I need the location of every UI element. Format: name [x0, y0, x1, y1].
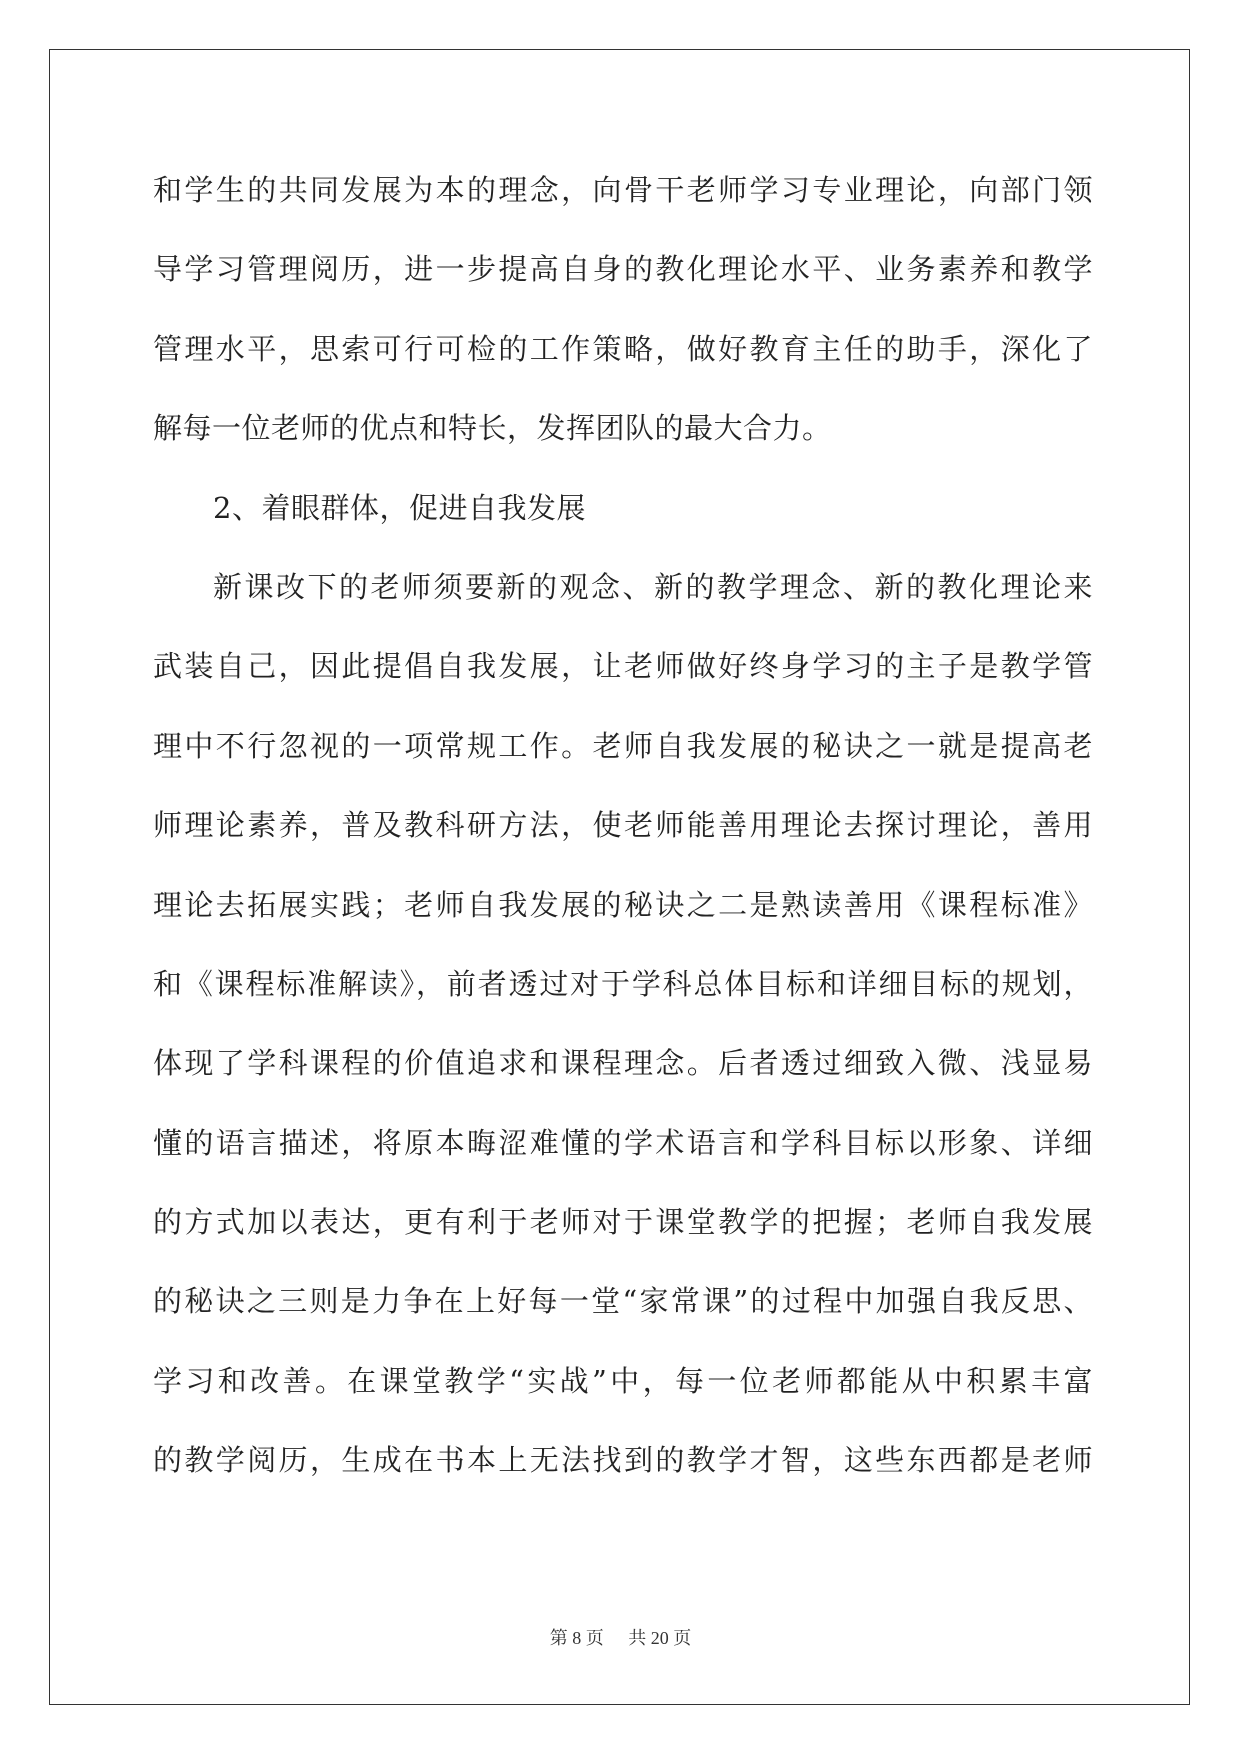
text-line: 的秘诀之三则是力争在上好每一堂“家常课”的过程中加强自我反思、 — [153, 1284, 1093, 1319]
text-line: 武装自己，因此提倡自我发展，让老师做好终身学习的主子是教学管 — [153, 649, 1093, 684]
text-line: 的教学阅历，生成在书本上无法找到的教学才智，这些东西都是老师 — [153, 1443, 1093, 1478]
text-line: 理论去拓展实践；老师自我发展的秘诀之二是熟读善用《课程标准》 — [153, 887, 1093, 922]
text-line: 理中不行忽视的一项常规工作。老师自我发展的秘诀之一就是提高老 — [153, 728, 1093, 763]
text-line: 体现了学科课程的价值追求和课程理念。后者透过细致入微、浅显易 — [153, 1046, 1093, 1081]
text-line: 解每一位老师的优点和特长，发挥团队的最大合力。 — [153, 411, 832, 446]
text-line: 的方式加以表达，更有利于老师对于课堂教学的把握；老师自我发展 — [153, 1205, 1093, 1240]
page-footer — [0, 1624, 1241, 1650]
text-line: 和学生的共同发展为本的理念，向骨干老师学习专业理论，向部门领 — [153, 173, 1093, 207]
page-number: 第 8 页 — [549, 1628, 604, 1648]
text-line: 管理水平，思索可行可检的工作策略，做好教育主任的助手，深化了 — [153, 331, 1093, 366]
page-total: 共 20 页 — [628, 1628, 692, 1648]
text-line: 懂的语言描述，将原本晦涩难懂的学术语言和学科目标以形象、详细 — [153, 1125, 1093, 1160]
text-line: 导学习管理阅历，进一步提高自身的教化理论水平、业务素养和教学 — [153, 252, 1093, 287]
text-line: 新课改下的老师须要新的观念、新的教学理念、新的教化理论来 — [213, 569, 1093, 604]
text-line: 和《课程标准解读》，前者透过对于学科总体目标和详细目标的规划， — [153, 966, 1093, 1001]
document-body — [153, 160, 1093, 1510]
section-heading: 2、着眼群体，促进自我发展 — [213, 490, 586, 525]
text-line: 学习和改善。在课堂教学“实战”中，每一位老师都能从中积累丰富 — [153, 1363, 1093, 1398]
text-line: 师理论素养，普及教科研方法，使老师能善用理论去探讨理论，善用 — [153, 808, 1093, 843]
